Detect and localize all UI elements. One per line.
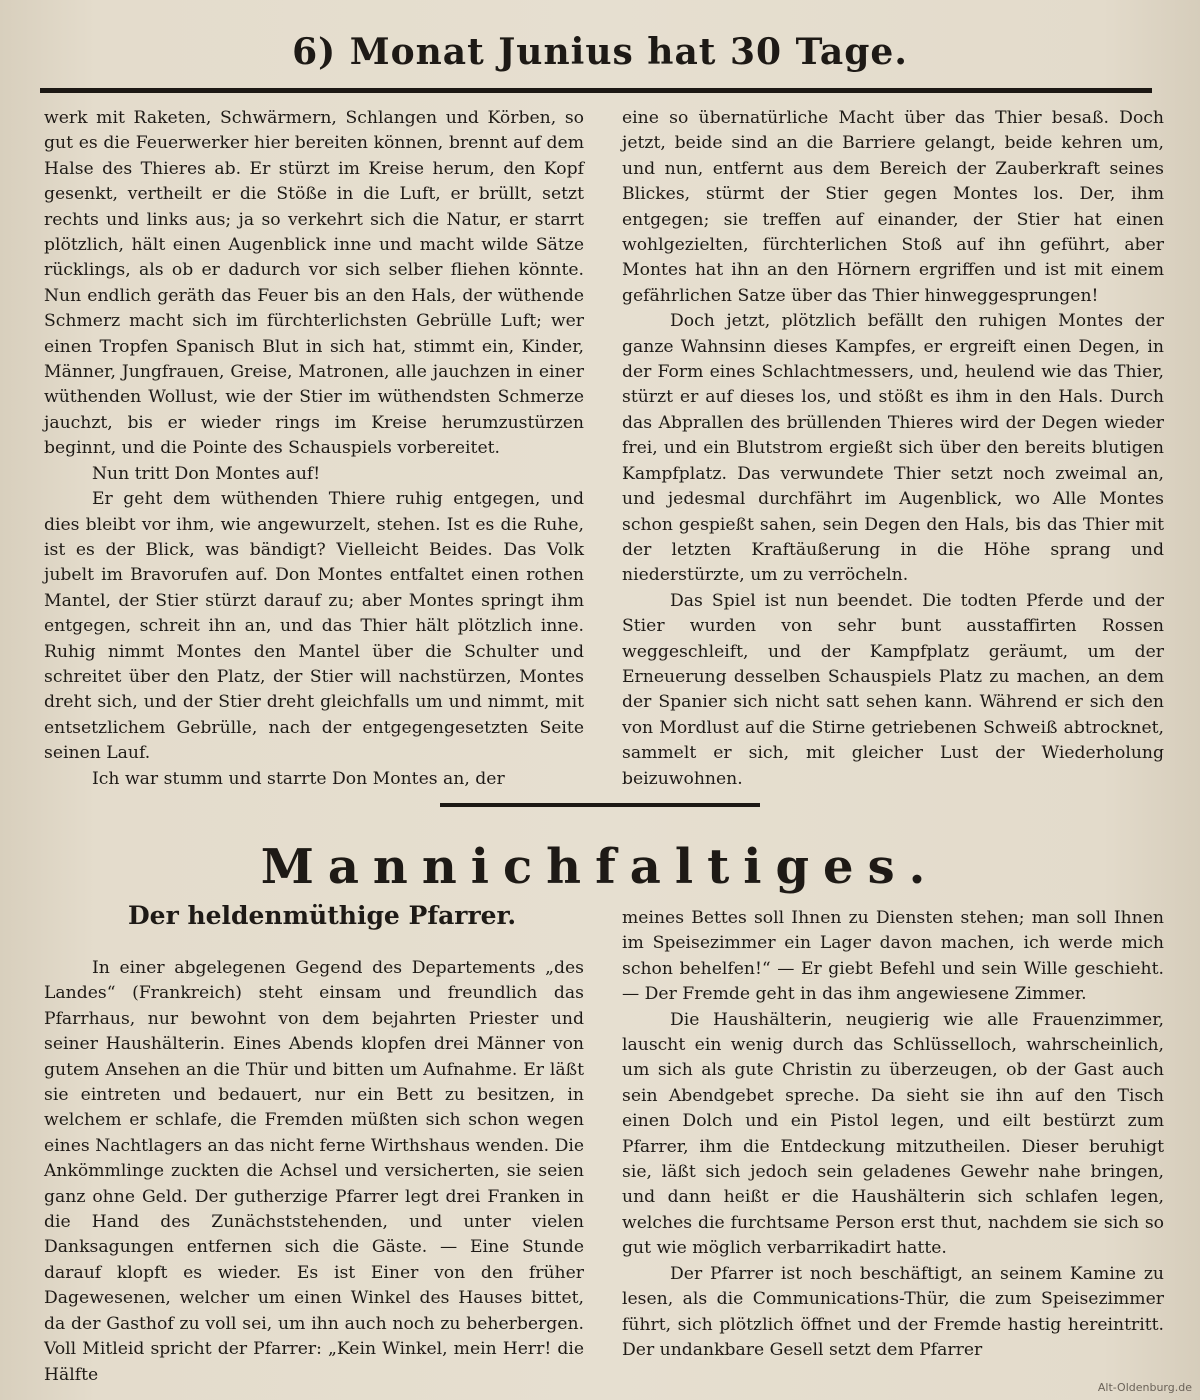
article-column-bottom-left — [44, 956, 584, 1388]
article-column-top-left — [44, 106, 584, 792]
paragraph: Der Pfarrer ist noch beschäftigt, an seinem Kamine zu lesen, als die Communications-Thür, die zum Speisezimmer führt, sich plötzlich öffnet und der Fremde hastig hereintritt. Der undankbare Gesell setzt dem Pfarrer — [622, 1263, 1164, 1360]
paragraph: Er geht dem wüthenden Thiere ruhig entgegen, und dies bleibt vor ihm, wie angewurzelt, stehen. Ist es die Ruhe, ist es der Blick, was bändigt? Vielleicht Beides. Das Volk jubelt im Bravorufen auf. Don Montes entfaltet einen rothen Mantel, der Stier stürzt darauf zu; aber Montes springt ihm entgegen, schreit ihn an, und das Thier hält plötzlich inne. Ruhig nimmt Montes den Mantel über die Schulter und schreitet über den Platz, der Stier will nachstürzen, Montes dreht sich, und der Stier dreht gleichfalls um und nimmt, mit entsetzlichem Gebrülle, nach der entgegengesetzten Seite seinen Lauf. — [44, 489, 584, 764]
header-rule — [40, 88, 1152, 93]
paragraph: Das Spiel ist nun beendet. Die todten Pferde und der Stier wurden von sehr bunt ausstaffirten Rossen weggeschleift, und der Kampfplatz geräumt, um der Erneuerung desselben Schauspiels Platz zu machen, an dem der Spanier sich nicht satt sehen kann. Während er sich den von Mordlust auf die Stirne getriebenen Schweiß abtrocknet, sammelt er sich, mit gleicher Lust der Wiederholung beizuwohnen. — [622, 590, 1164, 789]
paragraph: In einer abgelegenen Gegend des Departements „des Landes“ (Frankreich) steht einsam und freundlich das Pfarrhaus, nur bewohnt von dem bejahrten Priester und seiner Haushälterin. Eines Abends klopfen drei Männer von gutem Ansehen an die Thür und bitten um Aufnahme. Er läßt sie eintreten und bedauert, nur ein Bett zu besitzen, in welchem er schlafe, die Fremden müßten sich schon wegen eines Nachtlagers an das nicht ferne Wirthshaus wenden. Die Ankömmlinge zuckten die Achsel und versicherten, sie seien ganz ohne Geld. Der gutherzige Pfarrer legt drei Franken in die Hand des Zunächststehenden, und unter vielen Danksagungen entfernen sich die Gäste. — Eine Stunde darauf klopft es wieder. Es ist Einer von den früher Dagewesenen, welcher um einen Winkel des Hauses bittet, da der Gasthof zu voll sei, um ihn auch noch zu beherbergen. Voll Mitleid spricht der Pfarrer: „Kein Winkel, mein Herr! die Hälfte — [44, 958, 585, 1385]
article-title: Der heldenmüthige Pfarrer. — [128, 901, 517, 930]
paragraph: Nun tritt Don Montes auf! — [92, 463, 321, 484]
paragraph: meines Bettes soll Ihnen zu Diensten stehen; man soll Ihnen im Speisezimmer ein Lager davon machen, ich werde mich schon behelfen!“ — Er giebt Befehl und sein Wille geschieht. — Der Fremde geht in das ihm angewiesene Zimmer. — [622, 908, 1164, 1005]
article-column-bottom-right — [622, 906, 1164, 1363]
paragraph: Ich war stumm und starrte Don Montes an, der — [92, 768, 505, 789]
paragraph: Die Haushälterin, neugierig wie alle Frauenzimmer, lauscht ein wenig durch das Schlüsselloch, wahrscheinlich, um sich als gute Christin zu überzeugen, ob der Gast auch sein Abendgebet spreche. Da sieht sie ihn auf den Tisch einen Dolch und ein Pistol legen, und eilt bestürzt zum Pfarrer, ihm die Entdeckung mitzutheilen. Dieser beruhigt sie, läßt sich jedoch sein geladenes Gewehr nahe bringen, und dann heißt er die Haushälterin sich schlafen legen, welches die furchtsame Person erst thut, nachdem sie sich so gut wie möglich verbarrikadirt hatte. — [622, 1009, 1164, 1259]
section-title: Mannichfaltiges. — [260, 839, 940, 895]
page-header — [0, 22, 1200, 82]
paragraph: werk mit Raketen, Schwärmern, Schlangen und Körben, so gut es die Feuerwerker hier bereiten können, brennt auf dem Halse des Thieres ab. Er stürzt im Kreise herum, den Kopf gesenkt, vertheilt er die Stöße in die Luft, er brüllt, setzt rechts und links aus; ja so verkehrt sich die Natur, er starrt plötzlich, hält einen Augenblick inne und macht wilde Sätze rücklings, als ob er dadurch vor sich selber fliehen könnte. Nun endlich geräth das Feuer bis an den Hals, der wüthende Schmerz macht sich im fürchterlichsten Gebrülle Luft; wer einen Tropfen Spanisch Blut in sich hat, stimmt ein, Kinder, Männer, Jungfrauen, Greise, Matronen, alle jauchzen in einer wüthenden Wollust, wie der Stier im wüthendsten Schmerze jauchzt, bis er wieder rings im Kreise herumzustürzen beginnt, und die Pointe des Schauspiels vorbereitet. — [44, 108, 584, 459]
watermark: Alt-Oldenburg.de — [1097, 1381, 1192, 1394]
paragraph: Doch jetzt, plötzlich befällt den ruhigen Montes der ganze Wahnsinn dieses Kampfes, er ergreift einen Degen, in der Form eines Schlachtmessers, und, heulend wie das Thier, stürzt er auf dieses los, und stößt es ihm in den Hals. Durch das Abprallen des brüllenden Thieres wird der Degen wieder frei, und ein Blutstrom ergießt sich über den bereits blutigen Kampfplatz. Das verwundete Thier setzt noch zweimal an, und jedesmal durchfährt im Augenblick, wo Alle Montes schon gespießt sahen, sein Degen den Hals, bis das Thier mit der letzten Kraftäußerung in die Höhe sprang und niederstürzte, um zu verröcheln. — [622, 311, 1164, 586]
paragraph: eine so übernatürliche Macht über das Thier besaß. Doch jetzt, beide sind an die Barriere gelangt, beide kehren um, und nun, entfernt aus dem Bereich der Zauberkraft seines Blickes, stürmt der Stier gegen Montes los. Der, ihm entgegen; sie treffen auf einander, der Stier hat einen wohlgezielten, fürchterlichen Stoß auf ihn geführt, aber Montes hat ihn an den Hörnern ergriffen und ist mit einem gefährlichen Satze über das Thier hinweggesprungen! — [622, 108, 1164, 306]
page-header-title: 6) Monat Junius hat 30 Tage. — [292, 31, 908, 73]
section-divider — [440, 803, 760, 807]
article-column-top-right — [622, 106, 1164, 792]
